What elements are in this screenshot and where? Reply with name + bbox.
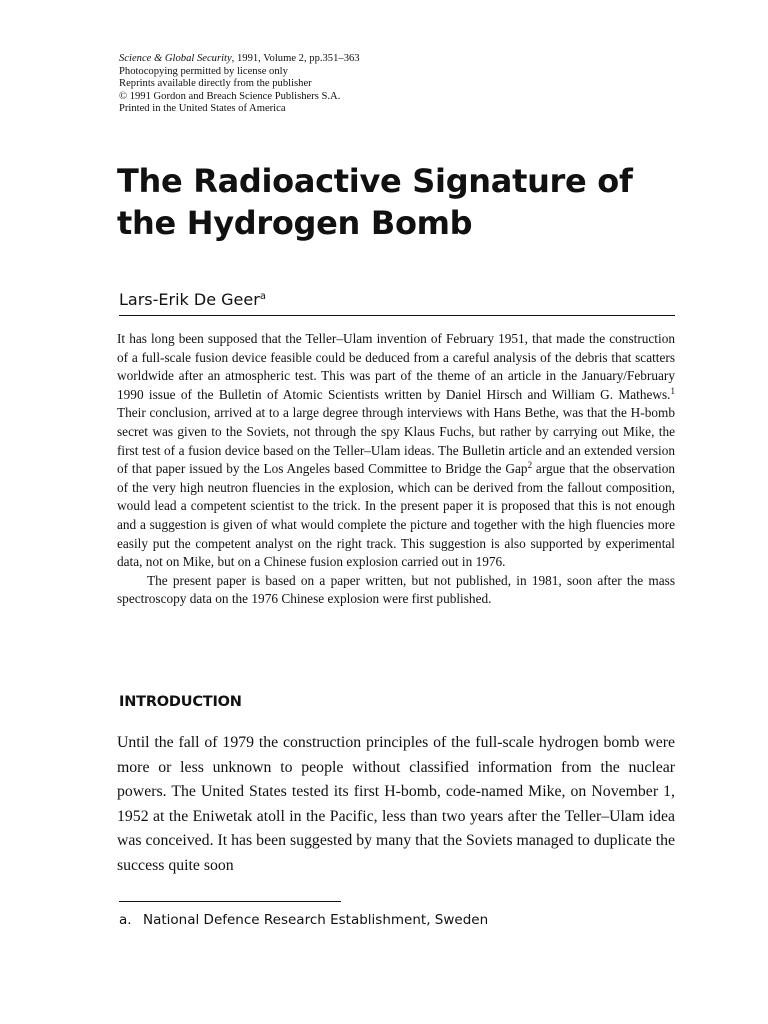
affiliation-footnote (119, 912, 488, 928)
paper-title (117, 160, 677, 244)
printed-notice: Printed in the United States of America (119, 103, 286, 115)
abstract-paragraph-2: The present paper is based on a paper written, but not published, in 1981, soon after the mass spectroscopy data on the 1976 Chinese explosion were first published. (117, 572, 675, 607)
reference-marker-2: 2 (527, 460, 533, 471)
footnote-marker: a. (119, 912, 132, 928)
reprint-notice: Reprints available directly from the publisher (119, 78, 312, 90)
abstract-paragraph-1 (117, 330, 675, 572)
title-line-2: the Hydrogen Bomb (117, 204, 473, 242)
abstract-text-part-1: It has long been supposed that the Teller–Ulam invention of February 1951, that made the construction of a full-scale fusion device feasible could be deduced from a careful analysis of the debris that scatters worldwide after an atmospheric test. This was part of the theme of an article in the January/February 1990 issue of the Bulletin of Atomic Scientists written by Daniel Hirsch and William G. Mathews. (117, 331, 675, 402)
publication-masthead (119, 53, 539, 116)
abstract-text-part-2: Their conclusion, arrived at to a large degree through interviews with Hans Bethe, was that the H-bomb secret was given to the Soviets, not through the spy Klaus Fuchs, but rather by carrying out Mike, the first test of a fusion device based on the Teller–Ulam ideas. The Bulletin article and an extended version of that paper issued by the Los Angeles based Committee to Bridge the Gap (117, 405, 675, 477)
author-byline (119, 287, 266, 310)
journal-name: Science & Global Security (119, 53, 232, 64)
author-name: Lars-Erik De Geer (119, 290, 260, 309)
author-divider (119, 315, 675, 316)
copyright-notice: © 1991 Gordon and Breach Science Publishers S.A. (119, 90, 341, 102)
introduction-paragraph: Until the fall of 1979 the construction principles of the full-scale hydrogen bomb were more or less unknown to people without classified information from the nuclear powers. The United States tested its first H-bomb, code-named Mike, on November 1, 1952 at the Eniwetak atoll in the Pacific, less than two years after the Teller–Ulam idea was conceived. It has been suggested by many that the Soviets managed to duplicate the success quite soon (117, 734, 675, 874)
section-heading-introduction: INTRODUCTION (119, 694, 242, 710)
title-line-1: The Radioactive Signature of (117, 162, 633, 200)
abstract (117, 330, 675, 609)
affiliation-marker: a (259, 291, 266, 302)
reference-marker-1: 1 (670, 385, 675, 396)
volume-pages: , 1991, Volume 2, pp.351–363 (231, 53, 360, 64)
footnote-text: National Defence Research Establishment, Sweden (143, 912, 489, 928)
footnote-divider (119, 901, 341, 902)
photocopy-notice: Photocopying permitted by license only (119, 65, 288, 77)
abstract-text-part-3: argue that the observation of the very high neutron fluencies in the explosion, which can be derived from the fallout composition, would lead a competent scientist to the trick. In the present paper it is proposed that this is not enough and a suggestion is given of what would complete the picture and together with the high fluencies more easily put the competent analyst on the right track. This suggestion is also supported by experimental data, not on Mike, but on a Chinese fusion explosion carried out in 1976. (117, 461, 676, 570)
journal-citation (119, 53, 539, 66)
